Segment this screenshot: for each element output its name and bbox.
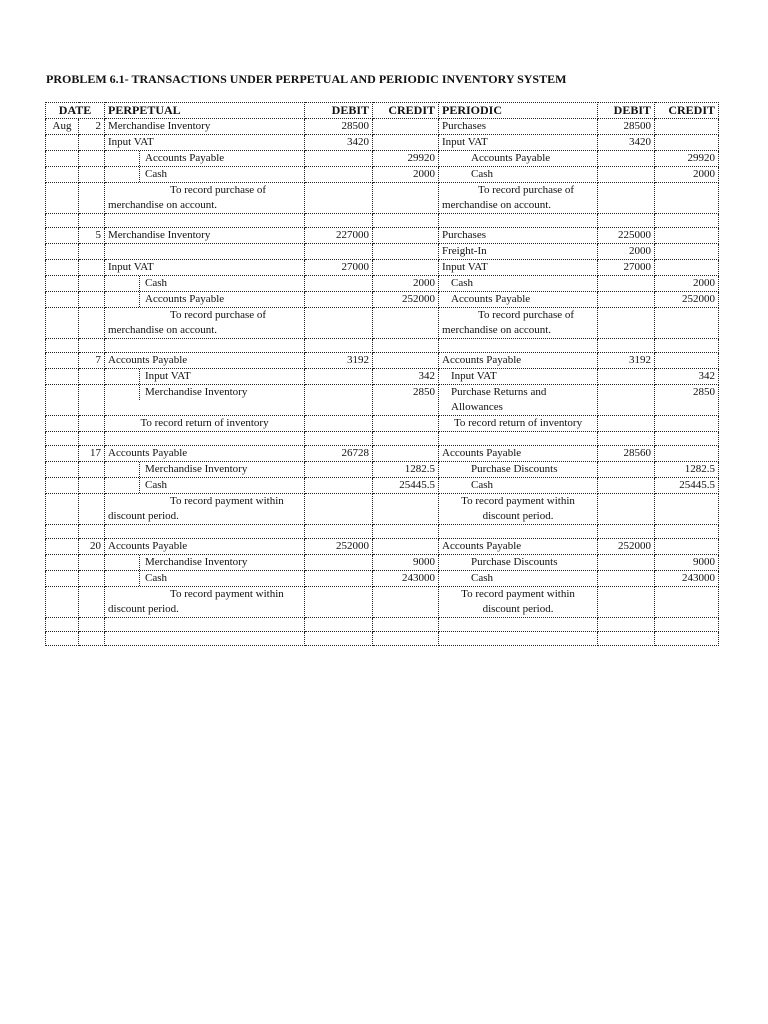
periodic-account-cell: Input VAT (439, 260, 598, 276)
perpetual-debit-cell: 28500 (305, 119, 373, 135)
periodic-debit-cell (598, 308, 655, 339)
perpetual-account-cell: Input VAT (105, 135, 305, 151)
day-cell (79, 525, 105, 539)
table-row (46, 571, 719, 587)
periodic-credit-cell (655, 353, 719, 369)
month-cell: Aug (46, 119, 79, 135)
table-row (46, 260, 719, 276)
perpetual-debit-cell: 27000 (305, 260, 373, 276)
perpetual-credit-cell (373, 525, 439, 539)
perpetual-debit-cell (305, 632, 373, 646)
periodic-debit-cell (598, 369, 655, 385)
perpetual-debit-cell (305, 214, 373, 228)
periodic-debit-cell (598, 432, 655, 446)
periodic-account-cell: Accounts Payable (439, 446, 598, 462)
perpetual-account-cell (105, 214, 305, 228)
periodic-credit-cell (655, 618, 719, 632)
periodic-account-cell: Input VAT (439, 369, 598, 385)
perpetual-account-cell: Merchandise Inventory (105, 228, 305, 244)
periodic-account-cell (439, 618, 598, 632)
perpetual-debit-cell (305, 462, 373, 478)
periodic-debit-cell (598, 385, 655, 416)
month-cell (46, 244, 79, 260)
table-row (46, 308, 719, 339)
periodic-credit-cell: 1282.5 (655, 462, 719, 478)
perpetual-credit-cell: 9000 (373, 555, 439, 571)
month-cell (46, 135, 79, 151)
table-row (46, 632, 719, 646)
periodic-credit-cell: 2850 (655, 385, 719, 416)
table-row (46, 618, 719, 632)
month-cell (46, 587, 79, 618)
header-perpetual: PERPETUAL (105, 103, 305, 119)
day-cell (79, 416, 105, 432)
periodic-account-cell: To record purchase of merchandise on account. (439, 308, 598, 339)
perpetual-debit-cell (305, 587, 373, 618)
table-row (46, 539, 719, 555)
periodic-credit-cell: 9000 (655, 555, 719, 571)
table-row (46, 432, 719, 446)
periodic-debit-cell (598, 151, 655, 167)
periodic-debit-cell (598, 632, 655, 646)
day-cell: 5 (79, 228, 105, 244)
periodic-account-cell: Freight-In (439, 244, 598, 260)
perpetual-credit-cell (373, 135, 439, 151)
perpetual-account-cell: Accounts Payable (105, 446, 305, 462)
month-cell (46, 353, 79, 369)
periodic-account-cell: To record return of inventory (439, 416, 598, 432)
periodic-account-cell: Purchase Returns and Allowances (439, 385, 598, 416)
perpetual-account-cell (105, 385, 305, 416)
perpetual-credit-cell (373, 260, 439, 276)
periodic-debit-cell: 2000 (598, 244, 655, 260)
periodic-debit-cell: 27000 (598, 260, 655, 276)
header-periodic: PERIODIC (439, 103, 598, 119)
page-title: PROBLEM 6.1- TRANSACTIONS UNDER PERPETUAL AND PERIODIC INVENTORY SYSTEM (46, 72, 567, 86)
perpetual-account-cell (105, 369, 305, 385)
perpetual-account-cell: Merchandise Inventory (105, 119, 305, 135)
periodic-account-cell: Cash (439, 276, 598, 292)
periodic-account-cell (439, 632, 598, 646)
month-cell (46, 369, 79, 385)
day-cell (79, 276, 105, 292)
table-row (46, 494, 719, 525)
periodic-debit-cell (598, 525, 655, 539)
day-cell (79, 369, 105, 385)
perpetual-credit-cell: 2850 (373, 385, 439, 416)
perpetual-credit-cell: 1282.5 (373, 462, 439, 478)
header-row (46, 103, 719, 119)
journal-table (45, 102, 719, 646)
periodic-account-cell (439, 525, 598, 539)
day-cell (79, 432, 105, 446)
periodic-account-cell: Cash (439, 167, 598, 183)
perpetual-credit-cell: 25445.5 (373, 478, 439, 494)
perpetual-account-cell (105, 571, 305, 587)
month-cell (46, 446, 79, 462)
perpetual-account-text: Merchandise Inventory (139, 385, 247, 400)
perpetual-credit-cell: 252000 (373, 292, 439, 308)
periodic-account-cell: Accounts Payable (439, 292, 598, 308)
perpetual-debit-cell (305, 167, 373, 183)
perpetual-credit-cell (373, 353, 439, 369)
day-cell (79, 183, 105, 214)
perpetual-credit-cell: 29920 (373, 151, 439, 167)
perpetual-credit-cell (373, 632, 439, 646)
periodic-account-cell: Input VAT (439, 135, 598, 151)
month-cell (46, 385, 79, 416)
periodic-credit-cell (655, 214, 719, 228)
day-cell (79, 555, 105, 571)
perpetual-credit-cell (373, 228, 439, 244)
table-row (46, 478, 719, 494)
day-cell (79, 618, 105, 632)
table-row (46, 587, 719, 618)
periodic-account-cell: Accounts Payable (439, 353, 598, 369)
table-row (46, 369, 719, 385)
table-row (46, 525, 719, 539)
perpetual-debit-cell (305, 339, 373, 353)
perpetual-account-text: Cash (139, 276, 167, 291)
table-row (46, 244, 719, 260)
month-cell (46, 525, 79, 539)
table-row (46, 555, 719, 571)
table-row (46, 135, 719, 151)
periodic-account-cell: Cash (439, 571, 598, 587)
periodic-account-cell: To record purchase of merchandise on account. (439, 183, 598, 214)
table-row (46, 214, 719, 228)
perpetual-credit-cell (373, 446, 439, 462)
perpetual-credit-cell (373, 339, 439, 353)
month-cell (46, 183, 79, 214)
periodic-debit-cell (598, 587, 655, 618)
periodic-debit-cell (598, 555, 655, 571)
periodic-credit-cell (655, 587, 719, 618)
periodic-credit-cell (655, 632, 719, 646)
periodic-debit-cell (598, 339, 655, 353)
perpetual-account-cell (105, 478, 305, 494)
table-row (46, 339, 719, 353)
perpetual-debit-cell: 3192 (305, 353, 373, 369)
periodic-credit-cell: 2000 (655, 167, 719, 183)
perpetual-account-cell (105, 244, 305, 260)
perpetual-debit-cell: 26728 (305, 446, 373, 462)
perpetual-account-cell: Input VAT (105, 260, 305, 276)
month-cell (46, 494, 79, 525)
periodic-debit-cell (598, 167, 655, 183)
perpetual-debit-cell (305, 292, 373, 308)
perpetual-debit-cell (305, 525, 373, 539)
perpetual-debit-cell (305, 571, 373, 587)
perpetual-debit-cell (305, 432, 373, 446)
perpetual-credit-cell (373, 416, 439, 432)
perpetual-account-cell: To record purchase of merchandise on account. (105, 183, 305, 214)
periodic-debit-cell (598, 618, 655, 632)
periodic-debit-cell: 3192 (598, 353, 655, 369)
perpetual-account-cell: To record purchase of merchandise on account. (105, 308, 305, 339)
periodic-debit-cell (598, 494, 655, 525)
periodic-credit-cell: 252000 (655, 292, 719, 308)
day-cell (79, 587, 105, 618)
perpetual-account-text: Accounts Payable (139, 151, 224, 166)
perpetual-debit-cell: 3420 (305, 135, 373, 151)
perpetual-credit-cell: 243000 (373, 571, 439, 587)
periodic-debit-cell (598, 478, 655, 494)
perpetual-account-cell (105, 432, 305, 446)
day-cell (79, 292, 105, 308)
day-cell (79, 462, 105, 478)
month-cell (46, 432, 79, 446)
periodic-credit-cell: 29920 (655, 151, 719, 167)
perpetual-account-cell (105, 276, 305, 292)
periodic-debit-cell (598, 276, 655, 292)
perpetual-credit-cell: 2000 (373, 276, 439, 292)
header-date: DATE (46, 103, 105, 119)
perpetual-credit-cell (373, 432, 439, 446)
periodic-credit-cell (655, 539, 719, 555)
table-row (46, 292, 719, 308)
periodic-credit-cell (655, 525, 719, 539)
month-cell (46, 308, 79, 339)
perpetual-account-cell: To record return of inventory (105, 416, 305, 432)
table-row (46, 119, 719, 135)
perpetual-credit-cell (373, 244, 439, 260)
periodic-account-cell: Purchases (439, 119, 598, 135)
month-cell (46, 632, 79, 646)
month-cell (46, 228, 79, 244)
perpetual-account-text: Accounts Payable (139, 292, 224, 307)
perpetual-account-cell: Accounts Payable (105, 353, 305, 369)
perpetual-account-cell (105, 462, 305, 478)
month-cell (46, 276, 79, 292)
day-cell: 17 (79, 446, 105, 462)
day-cell (79, 214, 105, 228)
perpetual-credit-cell (373, 539, 439, 555)
day-cell: 20 (79, 539, 105, 555)
perpetual-credit-cell (373, 494, 439, 525)
perpetual-credit-cell (373, 587, 439, 618)
month-cell (46, 478, 79, 494)
perpetual-account-text: Merchandise Inventory (139, 555, 247, 570)
month-cell (46, 555, 79, 571)
header-credit: CREDIT (373, 103, 439, 119)
periodic-credit-cell (655, 446, 719, 462)
perpetual-account-text: Input VAT (139, 369, 191, 384)
perpetual-debit-cell (305, 618, 373, 632)
periodic-debit-cell (598, 214, 655, 228)
perpetual-debit-cell (305, 416, 373, 432)
periodic-debit-cell (598, 462, 655, 478)
perpetual-account-text: Cash (139, 571, 167, 586)
perpetual-account-cell (105, 618, 305, 632)
periodic-credit-cell: 243000 (655, 571, 719, 587)
day-cell (79, 478, 105, 494)
header-debit-periodic: DEBIT (598, 103, 655, 119)
perpetual-account-cell (105, 151, 305, 167)
day-cell (79, 260, 105, 276)
month-cell (46, 339, 79, 353)
perpetual-debit-cell (305, 555, 373, 571)
periodic-debit-cell: 28560 (598, 446, 655, 462)
day-cell (79, 151, 105, 167)
periodic-credit-cell (655, 260, 719, 276)
periodic-account-cell (439, 339, 598, 353)
table-row (46, 446, 719, 462)
periodic-account-cell: Accounts Payable (439, 151, 598, 167)
month-cell (46, 462, 79, 478)
periodic-debit-cell (598, 183, 655, 214)
perpetual-debit-cell (305, 183, 373, 214)
perpetual-account-cell: To record payment within discount period. (105, 587, 305, 618)
periodic-credit-cell: 25445.5 (655, 478, 719, 494)
day-cell (79, 632, 105, 646)
periodic-credit-cell (655, 432, 719, 446)
periodic-account-cell: Cash (439, 478, 598, 494)
periodic-credit-cell: 2000 (655, 276, 719, 292)
perpetual-account-cell (105, 292, 305, 308)
month-cell (46, 167, 79, 183)
periodic-debit-cell: 252000 (598, 539, 655, 555)
table-row (46, 276, 719, 292)
perpetual-account-cell: To record payment within discount period. (105, 494, 305, 525)
day-cell (79, 135, 105, 151)
perpetual-debit-cell (305, 244, 373, 260)
table-row (46, 385, 719, 416)
month-cell (46, 416, 79, 432)
perpetual-debit-cell (305, 494, 373, 525)
perpetual-debit-cell (305, 369, 373, 385)
periodic-account-cell (439, 432, 598, 446)
day-cell (79, 167, 105, 183)
periodic-credit-cell (655, 183, 719, 214)
perpetual-credit-cell: 342 (373, 369, 439, 385)
day-cell (79, 244, 105, 260)
periodic-account-cell: To record payment within discount period. (439, 587, 598, 618)
perpetual-debit-cell: 252000 (305, 539, 373, 555)
periodic-credit-cell (655, 339, 719, 353)
periodic-credit-cell (655, 494, 719, 525)
perpetual-credit-cell (373, 119, 439, 135)
perpetual-account-cell (105, 555, 305, 571)
perpetual-account-cell (105, 632, 305, 646)
perpetual-account-cell: Accounts Payable (105, 539, 305, 555)
perpetual-debit-cell: 227000 (305, 228, 373, 244)
perpetual-credit-cell (373, 618, 439, 632)
perpetual-credit-cell (373, 308, 439, 339)
perpetual-account-text: Cash (139, 478, 167, 493)
periodic-credit-cell (655, 228, 719, 244)
periodic-credit-cell (655, 119, 719, 135)
periodic-debit-cell: 225000 (598, 228, 655, 244)
perpetual-debit-cell (305, 308, 373, 339)
month-cell (46, 260, 79, 276)
day-cell: 2 (79, 119, 105, 135)
table-row (46, 353, 719, 369)
periodic-debit-cell (598, 416, 655, 432)
day-cell: 7 (79, 353, 105, 369)
periodic-debit-cell (598, 292, 655, 308)
month-cell (46, 571, 79, 587)
perpetual-account-cell (105, 339, 305, 353)
day-cell (79, 385, 105, 416)
perpetual-account-cell (105, 525, 305, 539)
month-cell (46, 539, 79, 555)
perpetual-credit-cell (373, 214, 439, 228)
header-credit-periodic: CREDIT (655, 103, 719, 119)
month-cell (46, 292, 79, 308)
periodic-account-cell: Purchase Discounts (439, 462, 598, 478)
periodic-account-cell: Purchase Discounts (439, 555, 598, 571)
perpetual-credit-cell: 2000 (373, 167, 439, 183)
header-debit: DEBIT (305, 103, 373, 119)
periodic-debit-cell (598, 571, 655, 587)
day-cell (79, 339, 105, 353)
table-row (46, 228, 719, 244)
perpetual-debit-cell (305, 478, 373, 494)
periodic-credit-cell (655, 244, 719, 260)
perpetual-account-cell (105, 167, 305, 183)
day-cell (79, 308, 105, 339)
table-row (46, 462, 719, 478)
month-cell (46, 618, 79, 632)
table-row (46, 183, 719, 214)
periodic-debit-cell: 3420 (598, 135, 655, 151)
perpetual-debit-cell (305, 276, 373, 292)
perpetual-credit-cell (373, 183, 439, 214)
day-cell (79, 571, 105, 587)
periodic-credit-cell: 342 (655, 369, 719, 385)
periodic-debit-cell: 28500 (598, 119, 655, 135)
perpetual-account-text: Cash (139, 167, 167, 182)
periodic-credit-cell (655, 135, 719, 151)
periodic-credit-cell (655, 308, 719, 339)
month-cell (46, 151, 79, 167)
journal-body (46, 119, 719, 646)
perpetual-debit-cell (305, 385, 373, 416)
periodic-account-cell: Purchases (439, 228, 598, 244)
table-row (46, 416, 719, 432)
perpetual-account-text: Merchandise Inventory (139, 462, 247, 477)
periodic-account-cell: To record payment within discount period. (439, 494, 598, 525)
periodic-credit-cell (655, 416, 719, 432)
month-cell (46, 214, 79, 228)
periodic-account-cell: Accounts Payable (439, 539, 598, 555)
table-row (46, 167, 719, 183)
perpetual-debit-cell (305, 151, 373, 167)
periodic-account-cell (439, 214, 598, 228)
day-cell (79, 494, 105, 525)
table-row (46, 151, 719, 167)
